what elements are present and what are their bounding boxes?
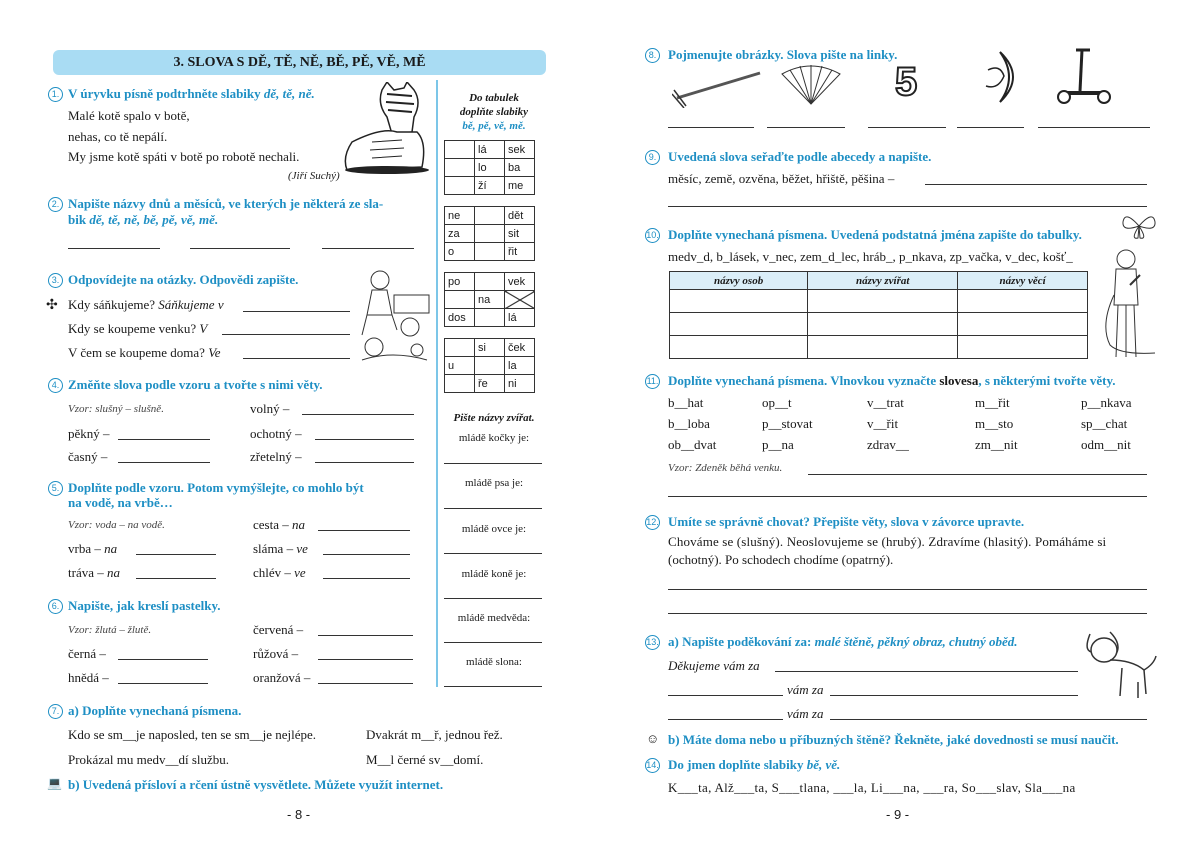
- word: volný –: [250, 401, 290, 416]
- cell: za: [445, 225, 475, 243]
- answer-line[interactable]: [830, 695, 1078, 696]
- word: černá –: [68, 646, 106, 661]
- word: cesta – na: [253, 517, 305, 532]
- page-number: - 9 -: [886, 807, 910, 822]
- ex14-title: Do jmen doplňte slabiky bě, vě.: [668, 757, 841, 772]
- animal-prompt: mládě koně je:: [461, 568, 527, 580]
- cell: ni: [505, 375, 535, 393]
- ex13a-title: a) Napište poděkování za: malé štěně, pěkný obraz, chutný oběd.: [668, 634, 1018, 649]
- gap-word: sp__chat: [1081, 416, 1128, 431]
- cell: vek: [505, 273, 535, 291]
- answer-line[interactable]: [668, 206, 1147, 207]
- ex12-title: Umíte se správně chovat? Přepište věty, slova v závorce upravte.: [668, 514, 1025, 529]
- question: Kdy sáňkujeme? Sáňkujeme v: [68, 297, 224, 312]
- singer-illustration: [1100, 245, 1160, 360]
- word: červená –: [253, 622, 304, 637]
- question: Kdy se koupeme venku? V: [68, 321, 208, 336]
- proverb: Prokázal mu medv__dí službu.: [68, 752, 230, 767]
- gap-word: zm__nit: [975, 437, 1018, 452]
- exercise-number: 10.: [645, 228, 660, 243]
- rake-icon: [672, 68, 764, 108]
- animals-title: Pište názvy zvířat.: [453, 412, 535, 424]
- word-sort-table: [669, 271, 1088, 359]
- cell: u: [445, 357, 475, 375]
- ex3-title: Odpovídejte na otázky. Odpovědi zapište.: [68, 272, 299, 287]
- gap-word: p__nkava: [1081, 395, 1132, 410]
- col-header: názvy věcí: [958, 272, 1088, 290]
- word: sláma – ve: [253, 541, 308, 556]
- answer-line[interactable]: [808, 474, 1147, 475]
- thanks-prompt: Děkujeme vám za: [668, 658, 760, 673]
- gap-word: v__trat: [867, 395, 904, 410]
- ex9-title: Uvedená slova seřaďte podle abecedy a napište.: [668, 149, 932, 164]
- computer-icon: 💻: [47, 776, 62, 790]
- animal-prompt: mládě psa je:: [464, 477, 524, 489]
- exercise-number: 13.: [645, 635, 660, 650]
- word: časný –: [68, 449, 108, 464]
- gap-word: zdrav__: [867, 437, 909, 452]
- gap-word: b__hat: [668, 395, 704, 410]
- word-list: medv_d, b_lásek, v_nec, zem_d_lec, hráb_, p_nkava, zp_vačka, v_dec, košť_: [668, 249, 1073, 264]
- number-five-picture: 5: [895, 60, 918, 104]
- cell[interactable]: [808, 336, 958, 359]
- gap-word: m__řit: [975, 395, 1010, 410]
- answer-line[interactable]: [1038, 127, 1150, 128]
- poem-author: (Jiří Suchý): [288, 170, 340, 182]
- exercise-number: 3.: [48, 273, 63, 288]
- thanks-prompt: vám za: [787, 706, 824, 721]
- answer-line[interactable]: [668, 127, 754, 128]
- pattern-example: Vzor: Zdeněk běhá venku.: [668, 462, 783, 474]
- cell[interactable]: [670, 313, 808, 336]
- ex8-title: Pojmenujte obrázky. Slova pište na linky.: [668, 47, 898, 62]
- exercise-number: 5.: [48, 481, 63, 496]
- animal-prompt: mládě kočky je:: [458, 432, 530, 444]
- pattern-example: Vzor: žlutá – žlutě.: [68, 624, 152, 636]
- ex5-title-2: na vodě, na vrbě…: [68, 495, 173, 510]
- exercise-number: 9.: [645, 150, 660, 165]
- word: zřetelný –: [250, 449, 302, 464]
- cell[interactable]: [808, 313, 958, 336]
- exercise-number: 11.: [645, 374, 660, 389]
- proverb: M__l černé sv__domí.: [366, 752, 484, 767]
- cell: dos: [445, 309, 475, 327]
- exercise-number: 1.: [48, 87, 63, 102]
- word: vrba – na: [68, 541, 118, 556]
- text-line: Chováme se (slušný). Neoslovujeme se (hrubý). Zdravíme (hlasitý). Pomáháme si: [668, 534, 1107, 549]
- ex2-title: Napište názvy dnů a měsíců, ve kterých je některá ze sla-: [68, 196, 384, 211]
- cell[interactable]: [808, 290, 958, 313]
- text-line: (ochotný). Po schodech chodíme (opatrný).: [668, 552, 894, 567]
- word: pěkný –: [68, 426, 110, 441]
- cell: sek: [505, 141, 535, 159]
- answer-line[interactable]: [668, 496, 1147, 497]
- answer-line[interactable]: [668, 719, 783, 720]
- ex6-title: Napište, jak kreslí pastelky.: [68, 598, 221, 613]
- ex4-title: Změňte slova podle vzoru a tvořte s nimi věty.: [68, 377, 323, 392]
- ex5-title: Doplňte podle vzoru. Potom vymýšlejte, co mohlo být: [68, 480, 364, 495]
- cell: řit: [505, 243, 535, 261]
- cell: me: [505, 177, 535, 195]
- answer-line[interactable]: [830, 719, 1147, 720]
- gap-word: b__loba: [668, 416, 710, 431]
- answer-line[interactable]: [668, 589, 1147, 590]
- cell[interactable]: [958, 336, 1088, 359]
- cell: ží: [475, 177, 505, 195]
- cell: ne: [445, 207, 475, 225]
- cell[interactable]: [958, 313, 1088, 336]
- pattern-example: Vzor: slušný – slušně.: [68, 403, 164, 415]
- exercise-number: 6.: [48, 599, 63, 614]
- exercise-number: 8.: [645, 48, 660, 63]
- gap-word: op__t: [762, 395, 792, 410]
- ex11-title: Doplňte vynechaná písmena. Vlnovkou vyznačte slovesa, s některými tvořte věty.: [668, 373, 1116, 388]
- col-header: názvy osob: [670, 272, 808, 290]
- animal-prompt: mládě slona:: [466, 656, 522, 668]
- scooter-icon: [1052, 45, 1114, 105]
- butterfly-icon: [1120, 210, 1158, 242]
- cell: lá: [505, 309, 535, 327]
- cell: la: [505, 357, 535, 375]
- side-title: Do tabulek: [469, 92, 519, 104]
- cell: o: [445, 243, 475, 261]
- thanks-prompt: vám za: [787, 682, 824, 697]
- word: ochotný –: [250, 426, 302, 441]
- answer-line[interactable]: [957, 127, 1024, 128]
- cell: ček: [505, 339, 535, 357]
- answer-line[interactable]: [668, 613, 1147, 614]
- cell: dět: [505, 207, 535, 225]
- cell: lo: [475, 159, 505, 177]
- answer-line[interactable]: [767, 127, 845, 128]
- names-line: K___ta, Alž___ta, S___tlana, ___la, Li___na, ___ra, So___slav, Sla___na: [668, 780, 1076, 795]
- moon-icon: [978, 50, 1022, 105]
- cell[interactable]: [670, 290, 808, 313]
- exercise-number: 4.: [48, 378, 63, 393]
- cell: po: [445, 273, 475, 291]
- gap-word: p__na: [762, 437, 794, 452]
- answer-line[interactable]: [668, 695, 783, 696]
- page-number: - 8 -: [287, 807, 311, 822]
- exercise-number: 12.: [645, 515, 660, 530]
- gap-word: odm__nit: [1081, 437, 1131, 452]
- poem-line: Malé kotě spalo v botě,: [68, 108, 190, 123]
- proverb: Dvakrát m__ř, jednou řež.: [366, 727, 503, 742]
- cell: na: [475, 291, 505, 309]
- col-header: názvy zvířat: [808, 272, 958, 290]
- cell: ře: [475, 375, 505, 393]
- poem-line: My jsme kotě spáti v botě po robotě nechali.: [68, 149, 300, 164]
- cell: sit: [505, 225, 535, 243]
- answer-line[interactable]: [868, 127, 946, 128]
- ex13b-title: b) Máte doma nebo u příbuzných štěně? Řekněte, jaké dovednosti se musí naučit.: [668, 732, 1119, 747]
- side-title: doplňte slabiky: [459, 106, 529, 118]
- puzzle-icon: ✣: [46, 298, 58, 313]
- word-list: měsíc, země, ozvěna, běžet, hřiště, pěšina –: [668, 171, 895, 186]
- word: hnědá –: [68, 670, 109, 685]
- ex1-title: V úryvku písně podtrhněte slabiky dě, tě, ně.: [68, 86, 315, 101]
- cell: lá: [475, 141, 505, 159]
- puppy-illustration: [1082, 624, 1160, 702]
- cell[interactable]: [958, 290, 1088, 313]
- answer-line[interactable]: [925, 184, 1147, 185]
- cell: si: [475, 339, 505, 357]
- cell[interactable]: [670, 336, 808, 359]
- gap-word: v__řit: [867, 416, 899, 431]
- fan-icon: [780, 62, 842, 106]
- section-header: 3. SLOVA S DĚ, TĚ, NĚ, BĚ, PĚ, VĚ, MĚ: [53, 50, 546, 75]
- gap-word: m__sto: [975, 416, 1014, 431]
- ex2-title-2: bik dě, tě, ně, bě, pě, vě, mě.: [68, 212, 219, 227]
- pattern-example: Vzor: voda – na vodě.: [68, 519, 165, 531]
- gap-word: ob__dvat: [668, 437, 717, 452]
- exercise-number: 14.: [645, 758, 660, 773]
- animal-prompt: mládě medvěda:: [457, 612, 531, 624]
- question: V čem se koupeme doma? Ve: [68, 345, 221, 360]
- exercise-number: 7.: [48, 704, 63, 719]
- exercise-number: 2.: [48, 197, 63, 212]
- ex10-title: Doplňte vynechaná písmena. Uvedená podstatná jména zapište do tabulky.: [668, 227, 1082, 242]
- speech-icon: ☺: [646, 731, 660, 746]
- cell: ba: [505, 159, 535, 177]
- word: oranžová –: [253, 670, 311, 685]
- ex7b-title: b) Uvedená přísloví a rčení ústně vysvětlete. Můžete využít internet.: [68, 777, 444, 792]
- gap-word: p__stovat: [762, 416, 813, 431]
- word: růžová –: [253, 646, 299, 661]
- answer-line[interactable]: [775, 671, 1078, 672]
- word: tráva – na: [68, 565, 120, 580]
- ex7a-title: a) Doplňte vynechaná písmena.: [68, 703, 242, 718]
- poem-line: nehas, co tě nepálí.: [68, 129, 168, 144]
- word: chlév – ve: [253, 565, 306, 580]
- animal-prompt: mládě ovce je:: [461, 523, 527, 535]
- proverb: Kdo se sm__je naposled, ten se sm__je nejlépe.: [68, 727, 317, 742]
- side-title: bě, pě, vě, mě.: [462, 120, 526, 132]
